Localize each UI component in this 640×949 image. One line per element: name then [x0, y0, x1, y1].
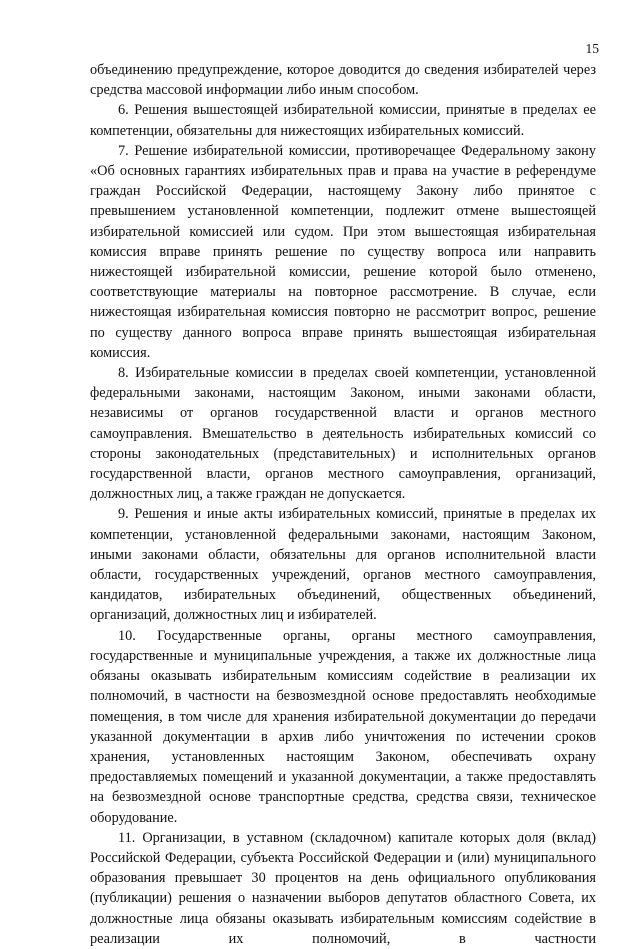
page-number: 15	[585, 41, 599, 56]
paragraph-item-7: 7. Решение избирательной комиссии, противоречащее Федеральному закону «Об основных гарантиях избирательных прав и права на участие в референдуме граждан Российской Федерации, настоящему Закону либо принятое с превышением установленной компетенции, подлежит отмене вышестоящей избирательной комиссией или судом. При этом вышестоящая избирательная комиссия вправе принять решение по существу вопроса или направить нижестоящей избирательной комиссии, решение которой было отменено, соответствующие материалы на повторное рассмотрение. В случае, если нижестоящая избирательная комиссия повторно не рассмотрит вопрос, решение по существу данного вопроса вправе принять вышестоящая избирательная комиссия.	[90, 142, 596, 361]
paragraph-item-6: 6. Решения вышестоящей избирательной комиссии, принятые в пределах ее компетенции, обязательны для нижестоящих избирательных комиссий.	[90, 102, 596, 139]
paragraph-item-11: 11. Организации, в уставном (складочном) капитале которых доля (вклад) Российской Федерации, субъекта Российской Федерации и (или) муниципального образования превышает 30 процентов на день официального опубликования (публикации) решения о назначении выборов депутатов областного Совета, их должностные лица обязаны оказывать избирательным комиссиям содействие в реализации их полномочий, в частности	[90, 829, 596, 947]
paragraph-item-10: 10. Государственные органы, органы местного самоуправления, государственные и муниципальные учреждения, а также их должностные лица обязаны оказывать избирательным комиссиям содействие в реализации их полномочий, в частности на безвозмездной основе предоставлять необходимые помещения, в том числе для хранения избирательной документации до передачи указанной документации в архив либо уничтожения по истечении сроков хранения, установленных настоящим Законом, обеспечивать охрану предоставляемых помещений и указанной документации, а также предоставлять на безвозмездной основе транспортные средства, средства связи, техническое оборудование.	[90, 627, 596, 826]
paragraph-item-9: 9. Решения и иные акты избирательных комиссий, принятые в пределах их компетенции, установленной федеральными законами, настоящим Законом, иными законами области, обязательны для органов исполнительной власти области, государственных учреждений, органов местного самоуправления, кандидатов, избирательных объединений, общественных объединений, организаций, должностных лиц и избирателей.	[90, 506, 596, 624]
paragraph-item-8: 8. Избирательные комиссии в пределах своей компетенции, установленной федеральными законами, настоящим Законом, иными законами области, независимы от органов государственной власти и органов местного самоуправления. Вмешательство в деятельность избирательных комиссий со стороны законодательных (представительных) и исполнительных органов государственной власти, органов местного самоуправления, организаций, должностных лиц, а также граждан не допускается.	[90, 365, 596, 503]
paragraph-continuation: объединению предупреждение, которое доводится до сведения избирателей через средства массовой информации либо иным способом.	[90, 62, 596, 99]
document-body	[90, 60, 596, 949]
